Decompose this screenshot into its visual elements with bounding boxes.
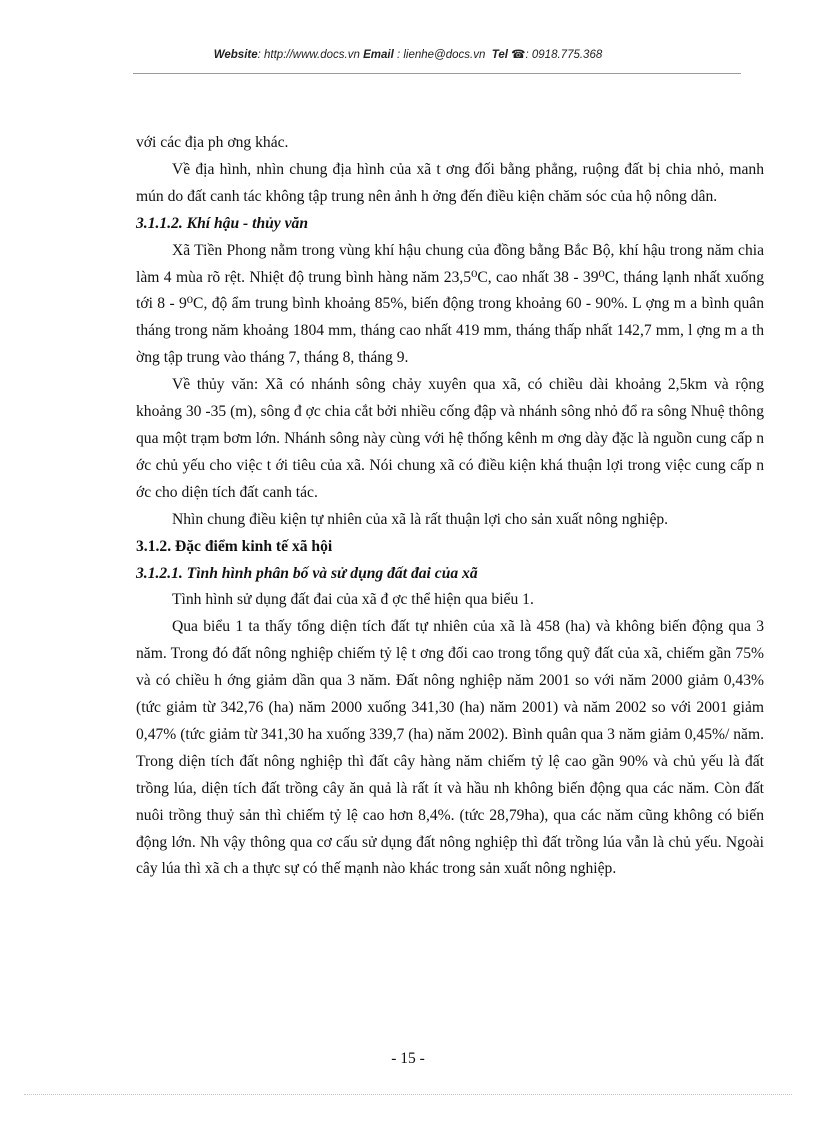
paragraph-climate: Xã Tiền Phong nằm trong vùng khí hậu chung của đồng bằng Bắc Bộ, khí hậu trong năm chia làm 4 mùa rõ rệt. Nhiệt độ trung bình hàng năm 23,5⁰C, cao nhất 38 - 39⁰C, tháng lạnh nhất xuống tới 8 - 9⁰C, độ ẩm trung bình khoảng 85%, biến động trong khoảng 60 - 90%. L ợng m a bình quân tháng trong năm khoảng 1804 mm, tháng cao nhất 419 mm, tháng thấp nhất 142,7 mm, l ợng m a th ờng tập trung vào tháng 7, tháng 8, tháng 9. xyxy=(136,241,764,367)
section-heading-socioeconomic: 3.1.2. Đặc điểm kinh tế xã hội xyxy=(136,537,333,555)
paragraph-terrain: Về địa hình, nhìn chung địa hình của xã t ơng đối bằng phẳng, ruộng đất bị chia nhỏ, manh mún do đất canh tác không tập trung nên ảnh h ởng đến điều kiện chăm sóc của hộ nông dân. xyxy=(136,160,764,205)
phone-icon: ☎ xyxy=(511,49,526,61)
email-value: : lienhe@docs.vn xyxy=(393,49,486,61)
paragraph-land-analysis: Qua biểu 1 ta thấy tổng diện tích đất tự nhiên của xã là 458 (ha) và không biến động qua 3 năm. Trong đó đất nông nghiệp chiếm tỷ lệ t ơng đối cao trong tổng quỹ đất của xã, chiếm gần 75% và có chiều h ớng giảm dần qua 3 năm. Đất nông nghiệp năm 2001 so với năm 2000 giảm 0,43% (tức giảm từ 342,76 (ha) năm 2000 xuống 341,30 (ha) năm 2001) và năm 2002 so với 2001 giảm 0,47% (tức giảm từ 341,30 ha xuống 339,7 (ha) năm 2002). Bình quân qua 3 năm giảm 0,45%/ năm. Trong diện tích đất nông nghiệp thì đất cây hàng năm chiếm tỷ lệ cao gần 90% và chủ yếu là đất trồng lúa, diện tích đất trồng cây ăn quả là rất ít và hầu nh không biến động qua các năm. Còn đất nuôi trồng thuỷ sản thì chiếm tỷ lệ cao hơn 8,4%. (tức 28,79ha), qua các năm cũng không có biến động lớn. Nh vậy thông qua cơ cấu sử dụng đất nông nghiệp thì đất trồng lúa vẫn là chủ yếu. Ngoài cây lúa thì xã ch a thực sự có thế mạnh nào khác trong sản xuất nông nghiệp. xyxy=(136,618,764,878)
page-header xyxy=(0,47,816,61)
section-heading-land-use: 3.1.2.1. Tình hình phân bố và sử dụng đất đai của xã xyxy=(136,564,478,582)
section-heading-climate: 3.1.1.2. Khí hậu - thủy văn xyxy=(136,214,309,232)
website-label: Website xyxy=(213,49,258,61)
paragraph-land-intro: Tình hình sử dụng đất đai của xã đ ợc thể hiện qua biểu 1. xyxy=(172,591,534,609)
paragraph-natural-summary: Nhìn chung điều kiện tự nhiên của xã là rất thuận lợi cho sản xuất nông nghiệp. xyxy=(172,510,669,528)
tel-label: Tel xyxy=(491,49,508,61)
header-divider xyxy=(133,73,741,74)
paragraph-continuation: với các địa ph ơng khác. xyxy=(136,134,289,151)
document-body xyxy=(136,130,764,883)
tel-value: : 0918.775.368 xyxy=(525,49,603,61)
email-label: Email xyxy=(363,49,394,61)
website-value: : http://www.docs.vn xyxy=(257,49,360,61)
page-number: - 15 - xyxy=(391,1050,425,1067)
paragraph-hydrology: Về thủy văn: Xã có nhánh sông chảy xuyên qua xã, có chiều dài khoảng 2,5km và rộng khoảng 30 -35 (m), sông đ ợc chia cắt bởi nhiều cống đập và nhánh sông nhỏ đổ ra sông Nhuệ thông qua một trạm bơm lớn. Nhánh sông này cùng với hệ thống kênh m ơng dày đặc là nguồn cung cấp n ớc chủ yếu cho việc t ới tiêu của xã. Nói chung xã có điều kiện khá thuận lợi trong việc cung cấp n ớc cho diện tích đất canh tác. xyxy=(136,376,764,501)
footer-divider xyxy=(24,1094,792,1095)
